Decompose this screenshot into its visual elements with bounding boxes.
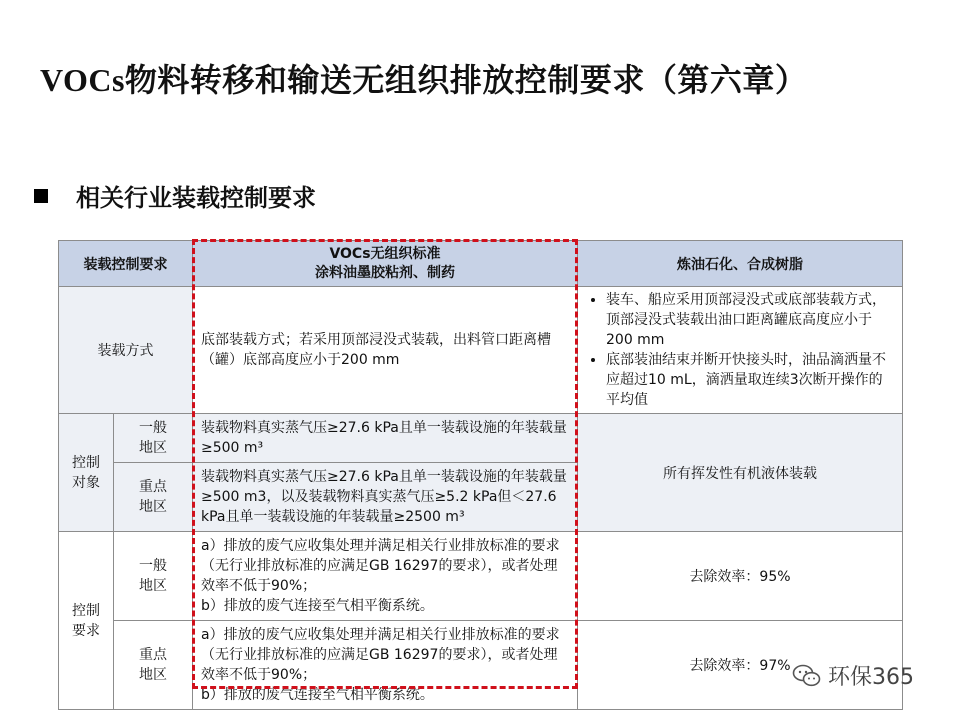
requirement-b: b）排放的废气连接至气相平衡系统。 xyxy=(201,687,434,703)
table-row xyxy=(59,414,903,463)
control-object-label xyxy=(59,414,114,532)
requirement-a: a）排放的废气应收集处理并满足相关行业排放标准的要求（无行业排放标准的应满足GB 16297的要求），或者处理效率不低于90%； xyxy=(201,627,560,683)
loading-method-petro xyxy=(578,287,903,414)
header-petrochemical: 炼油石化、合成树脂 xyxy=(578,241,903,287)
watermark xyxy=(792,660,914,691)
key-region-label xyxy=(114,463,193,532)
general-region-label xyxy=(114,414,193,463)
title-text: 物料转移和输送无组织排放控制要求（第六章） xyxy=(124,61,808,99)
key-region-label xyxy=(114,621,193,710)
list-item: • 底部装油结束并断开快接头时，油品滴洒量不应超过10 mL，滴洒量取连续3次断开操作的平均值 xyxy=(606,350,896,410)
header-vocs-line2: 涂料油墨胶粘剂、制药 xyxy=(315,264,455,281)
petro-control-object: 所有挥发性有机液体装载 xyxy=(578,414,903,532)
header-vocs-standard xyxy=(193,241,578,287)
control-requirement-label xyxy=(59,532,114,710)
loading-method-label: 装载方式 xyxy=(59,287,193,414)
requirement-b: b）排放的废气连接至气相平衡系统。 xyxy=(201,598,434,614)
key-region-requirement xyxy=(193,621,578,710)
general-region-req-label-text: 一般地区 xyxy=(139,558,167,594)
requirement-a: a）排放的废气应收集处理并满足相关行业排放标准的要求（无行业排放标准的应满足GB 16297的要求），或者处理效率不低于90%； xyxy=(201,538,560,594)
table-row xyxy=(59,532,903,621)
table-header-row xyxy=(59,241,903,287)
general-region-label-text: 一般地区 xyxy=(139,420,167,456)
general-removal-efficiency: 去除效率：95% xyxy=(578,532,903,621)
key-region-object-text: 装载物料真实蒸气压≥27.6 kPa且单一装载设施的年装载量≥500 m3，以及装载物料真实蒸气压≥5.2 kPa但＜27.6 kPa且单一装载设施的年装载量≥2500 m³ xyxy=(193,463,578,532)
general-region-requirement xyxy=(193,532,578,621)
control-requirement-label-text: 控制要求 xyxy=(72,602,100,639)
key-region-req-label-text: 重点地区 xyxy=(139,647,167,683)
petro-bullet-list xyxy=(584,290,896,410)
table-row xyxy=(59,287,903,414)
header-vocs-line1: VOCs无组织标准 xyxy=(329,245,441,262)
loading-method-vocs: 底部装载方式；若采用顶部浸没式装载，出料管口距离槽（罐）底部高度应小于200 mm xyxy=(193,287,578,414)
general-region-object-text: 装载物料真实蒸气压≥27.6 kPa且单一装载设施的年装载量≥500 m³ xyxy=(193,414,578,463)
list-item: • 装车、船应采用顶部浸没式或底部装载方式，顶部浸没式装载出油口距离罐底高度应小于200 mm xyxy=(606,290,896,350)
title-prefix: VOCs xyxy=(40,62,125,98)
loading-control-table xyxy=(58,240,903,710)
table-row xyxy=(59,621,903,710)
key-region-label-text: 重点地区 xyxy=(139,479,167,515)
watermark-text: 环保365 xyxy=(828,665,914,690)
key-removal-efficiency: 去除效率：97% xyxy=(578,621,903,710)
general-region-label xyxy=(114,532,193,621)
header-loading-requirements: 装载控制要求 xyxy=(59,241,193,287)
page-title xyxy=(40,55,940,101)
section-heading-text: 相关行业装载控制要求 xyxy=(76,184,316,212)
section-heading xyxy=(34,178,316,213)
control-object-label-text: 控制对象 xyxy=(72,454,100,491)
wechat-icon xyxy=(792,663,822,689)
square-bullet-icon xyxy=(34,189,48,203)
